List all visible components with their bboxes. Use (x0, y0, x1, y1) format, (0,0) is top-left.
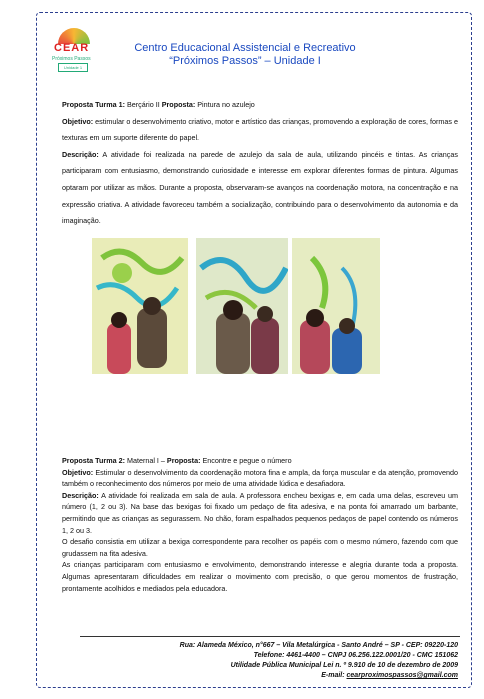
objective-label: Objetivo: (62, 116, 94, 126)
footer-email-line (110, 671, 458, 681)
cear-logo (50, 26, 98, 72)
class-name: Maternal I – (124, 456, 167, 465)
footer-utility: Utilidade Pública Municipal Lei n. º 9.910 de 10 de dezembro de 2009 (230, 662, 458, 669)
activity-photo-2 (196, 238, 288, 374)
section-2-paragraph-3: As crianças participaram com entusiasmo e envolvimento, demonstrando interesse e alegria durante toda a proposta. Algumas apresentaram dificuldades em realizar o movimento com precisão, o que gerou momentos de frustração, prontamente acolhidos e mediados pela educadora. (62, 560, 458, 593)
footer-phone: Telefone: 4461-4400 – CNPJ 06.256.122.0001/20 - CMC 151062 (253, 652, 458, 659)
section-1 (62, 97, 458, 230)
description-text: A atividade foi realizada na parede de azulejo da sala de aula, utilizando pincéis e tintas. As crianças participaram com entusiasmo, demonstrando curiosidade e interesse em explorar diferentes formas de pintura. Algumas optaram por utilizar as mãos. Durante a proposta, observaram-se avanços na coordenação motora, na concentração e na expressão criativa. A atividade favoreceu também a socialização, contribuindo para o desenvolvimento da autonomia e da imaginação. (62, 149, 458, 226)
email-label: E-mail: (321, 672, 347, 679)
page-title (100, 42, 390, 68)
title-line-1: Centro Educacional Assistencial e Recreativo (134, 42, 356, 54)
section-1-objective (62, 114, 458, 147)
activity-photo-3 (292, 238, 380, 374)
logo-text: CEAR (54, 42, 90, 54)
class-name: Berçário II (124, 100, 162, 109)
logo-unit: Unidade 1 (58, 63, 88, 72)
section-2-paragraph-2: O desafio consistia em utilizar a bexiga correspondente para recolher os papéis com o mesmo número, fazendo com que grudassem na fita adesiva. (62, 537, 458, 558)
title-line-2: “Próximos Passos” – Unidade I (169, 55, 321, 67)
proposal-label-2: Proposta: (161, 100, 196, 109)
objective-label: Objetivo: (62, 467, 94, 477)
objective-text: Estimular o desenvolvimento da coordenação motora fina e ampla, da força muscular e da atenção, promovendo também o reconhecimento dos números por meio de uma atividade lúdica e desafiadora. (62, 467, 458, 489)
section-2-proposal (62, 455, 458, 467)
objective-text: estimular o desenvolvimento criativo, motor e artístico das crianças, promovendo a exploração de cores, formas e texturas em um suporte diferente do papel. (62, 116, 458, 143)
footer-divider (80, 636, 460, 637)
activity-photo-1 (92, 238, 188, 374)
proposal-title: Pintura no azulejo (195, 100, 255, 109)
section-2-description (62, 490, 458, 536)
proposal-label-2: Proposta: (166, 456, 201, 465)
footer (110, 641, 458, 681)
footer-address: Rua: Alameda México, n°667 – Vila Metalúrgica - Santo André – SP - CEP: 09220-120 (179, 642, 458, 649)
proposal-title: Encontre e pegue o número (200, 456, 292, 465)
description-label: Descrição: (62, 149, 99, 159)
section-2-objective (62, 467, 458, 490)
email-link[interactable]: cearproximospassos@gmail.com (346, 672, 458, 679)
description-label: Descrição: (62, 490, 99, 500)
section-1-proposal (62, 97, 458, 114)
description-text: A atividade foi realizada em sala de aula. A professora encheu bexigas e, em cada uma delas, escreveu um número (1, 2 ou 3). Na base das bexigas foi fixado um pedaço de fita adesiva, e na ponta foi amarrado um barbante, permitindo que as crianças as segurassem. No chão, foram espalhados pequenos pedaços de papel contendo os números 1, 2 ou 3. (62, 490, 458, 535)
proposal-label: Proposta Turma 1: (62, 100, 125, 109)
section-1-description (62, 147, 458, 230)
proposal-label: Proposta Turma 2: (62, 456, 125, 465)
section-2 (62, 455, 458, 594)
logo-subtext: Próximos Passos (52, 56, 91, 62)
